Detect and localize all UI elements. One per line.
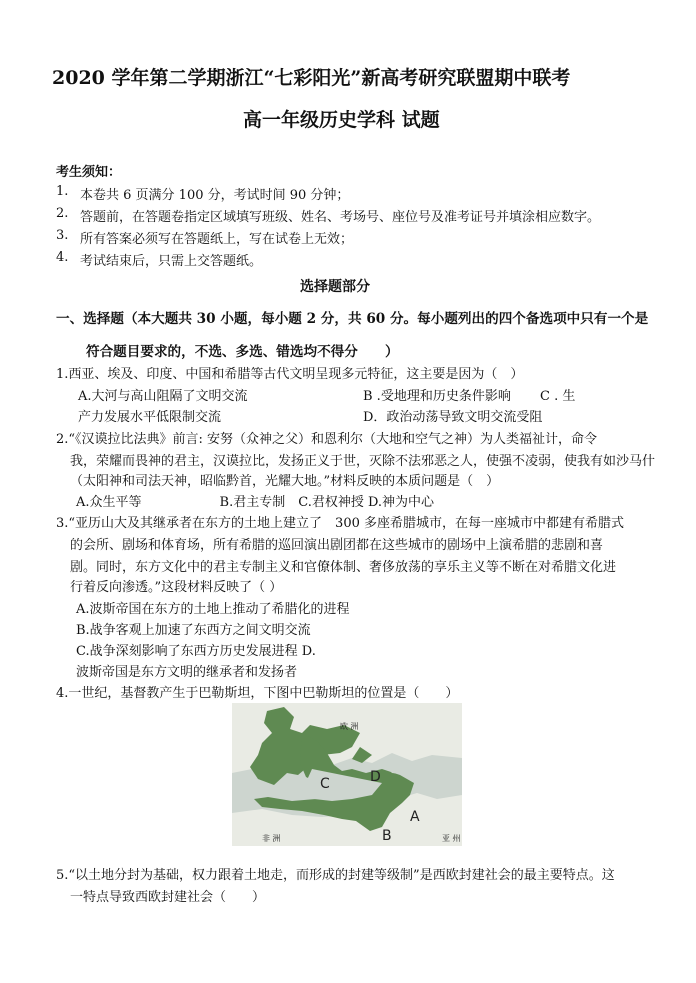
map-marker-b: B	[382, 828, 392, 844]
q3-stem-cont: 的会所、剧场和体育场，所有希腊的巡回演出剧团都在这些城市的剧场中上演希腊的悲剧和喜	[70, 538, 604, 553]
notice-item: 考试结束后，只需上交答题纸。	[80, 254, 263, 269]
notice-item: 答题前，在答题卷指定区域填写班级、姓名、考场号、座位号及准考证号并填涂相应数字。	[80, 210, 601, 225]
map-marker-c: C	[320, 776, 330, 792]
q3-stem-cont: 剧。同时，东方文化中的君主专制主义和官僚体制、奢侈放荡的享乐主义等不断在对希腊文化进	[70, 560, 617, 575]
q1-option-c-cont: 产力发展水平低限制交流	[78, 410, 222, 425]
notice-num: 4.	[56, 250, 69, 265]
q3-option-a: A.波斯帝国在东方的土地上推动了希腊化的进程	[76, 602, 350, 617]
map-label-asia: 亚 州	[442, 834, 461, 843]
q4-stem: 4.一世纪，基督教产生于巴勒斯坦，下图中巴勒斯坦的位置是（ ）	[56, 686, 459, 701]
q3-stem: 3.“亚历山大及其继承者在东方的土地上建立了 300 多座希腊城市，在每一座城市中都建有希腊式	[56, 516, 624, 531]
exam-title: 2020 学年第二学期浙江“七彩阳光”新高考研究联盟期中联考	[52, 67, 571, 89]
q3-option-c: C.战争深刻影响了东西方历史发展进程 D.	[76, 644, 316, 659]
q5-stem-cont: 一特点导致西欧封建社会（ ）	[70, 890, 266, 905]
notice-item: 本卷共 6 页满分 100 分，考试时间 90 分钟；	[80, 188, 350, 203]
q1-option-b: B .受地理和历史条件影响	[363, 389, 511, 404]
q3-option-b: B.战争客观上加速了东西方之间文明交流	[76, 623, 311, 638]
section-intro-cont: 符合题目要求的，不选、多选、错选均不得分 ）	[86, 344, 399, 360]
roman-empire-map	[232, 703, 462, 846]
map-marker-a: A	[410, 809, 420, 825]
q1-option-d: D．政治动荡导致文明交流受阻	[363, 410, 543, 425]
q1-stem: 1.西亚、埃及、印度、中国和希腊等古代文明呈现多元特征，这主要是因为（ ）	[56, 367, 524, 382]
q2-stem-cont: 我，荣耀而畏神的君主，汉谟拉比，发扬正义于世，灭除不法邪恶之人，使强不凌弱，使我有如沙马什	[70, 454, 656, 469]
notice-num: 2.	[56, 206, 69, 221]
notice-num: 3.	[56, 228, 69, 243]
q3-stem-cont: 行着反向渗透。”这段材料反映了（ ）	[70, 580, 283, 595]
q2-stem: 2.“《汉谟拉比法典》前言: 安努（众神之父）和恩利尔（大地和空气之神）为人类福祉计，命令	[56, 432, 598, 447]
q3-option-d: 波斯帝国是东方文明的继承者和发扬者	[76, 665, 298, 680]
map-label-africa: 非 洲	[262, 834, 281, 843]
q2-stem-cont: （太阳神和司法天神，昭临黔首，光耀大地。”材料反映的本质问题是（ ）	[70, 474, 500, 489]
map-marker-d: D	[370, 769, 381, 785]
q2-options: A.众生平等 B.君主专制 C.君权神授 D.神为中心	[76, 495, 435, 510]
map-label-europe: 欧 洲	[340, 722, 359, 731]
exam-subtitle: 高一年级历史学科 试题	[243, 109, 440, 131]
notice-num: 1.	[56, 184, 69, 199]
section-intro: 一、选择题（本大题共 30 小题，每小题 2 分，共 60 分。每小题列出的四个备选项中只有一个是	[56, 311, 649, 327]
q5-stem: 5.“以土地分封为基础，权力跟着土地走，而形成的封建等级制”是西欧封建社会的最主要特点。这	[56, 868, 615, 883]
section-title: 选择题部分	[300, 279, 370, 295]
q1-option-c: C . 生	[540, 389, 576, 404]
notice-item: 所有答案必须写在答题纸上，写在试卷上无效；	[80, 232, 354, 247]
q1-option-a: A.大河与高山阻隔了文明交流	[78, 389, 248, 404]
notice-heading: 考生须知：	[56, 165, 122, 180]
